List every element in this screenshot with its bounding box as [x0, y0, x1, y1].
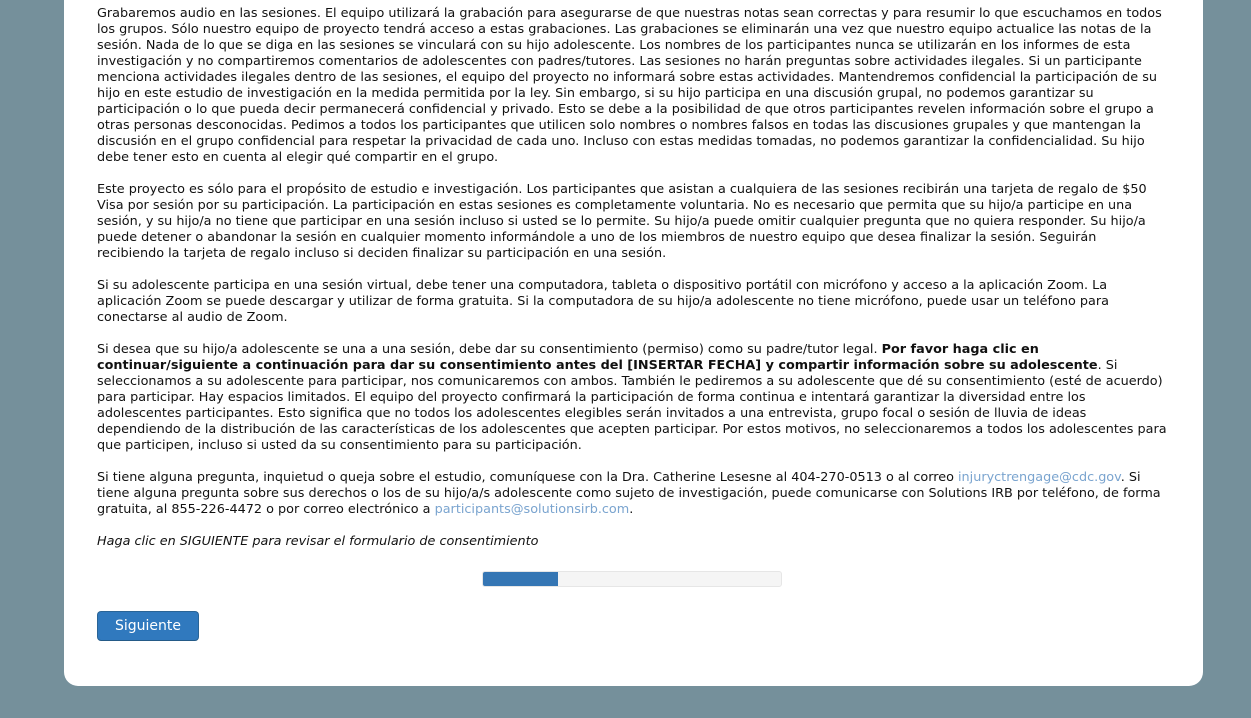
- consent-paragraph-1: [97, 6, 1167, 166]
- paragraph-text: .: [629, 502, 634, 517]
- next-instruction-text: Haga clic en SIGUIENTE para revisar el formulario de consentimiento: [97, 534, 539, 549]
- paragraph-text: Si desea que su hijo/a adolescente se una a una sesión, debe dar su consentimiento (permiso) como su padre/tutor legal.: [97, 342, 882, 357]
- paragraph-text: . Si tiene alguna pregunta sobre sus derechos o los de su hijo/a/s adolescente como sujeto de investigación, puede comunicarse con Solutions IRB por teléfono, de forma gratuita, al 855-226-4472 o por correo electrónico a: [97, 470, 1161, 517]
- paragraph-text: Este proyecto es sólo para el propósito de estudio e investigación. Los participantes que asistan a cualquiera de las sesiones recibirán una tarjeta de regalo de $50 Visa por sesión por su participación. La participación en estas sesiones es completamente voluntaria. No es necesario que permita que su hijo/a participe en una sesión, y su hijo/a no tiene que participar en una sesión incluso si usted se lo permite. Su hijo/a puede omitir cualquier pregunta que no quiera responder. Su hijo/a puede detener o abandonar la sesión en cualquier momento informándole a uno de los miembros de nuestro equipo que desea finalizar la sesión. Seguirán recibiendo la tarjeta de regalo incluso si deciden finalizar su participación en una sesión.: [97, 182, 1147, 261]
- next-button[interactable]: Siguiente: [97, 611, 199, 641]
- paragraph-text: Si su adolescente participa en una sesión virtual, debe tener una computadora, tableta o dispositivo portátil con micrófono y acceso a la aplicación Zoom. La aplicación Zoom se puede descargar y utilizar de forma gratuita. Si la computadora de su hijo/a adolescente no tiene micrófono, puede usar un teléfono para conectarse al audio de Zoom.: [97, 278, 1109, 325]
- consent-paragraph-3: [97, 278, 1167, 326]
- consent-paragraph-2: [97, 182, 1167, 262]
- consent-paragraph-5: [97, 470, 1167, 518]
- cdc-email-link[interactable]: injuryctrengage@cdc.gov: [957, 470, 1121, 485]
- paragraph-text: Si tiene alguna pregunta, inquietud o queja sobre el estudio, comuníquese con la Dra. Catherine Lesesne al 404-270-0513 o al correo: [97, 470, 958, 485]
- solutionsirb-email-link[interactable]: participants@solutionsirb.com: [434, 502, 630, 517]
- progress-fill: [483, 572, 558, 586]
- progress-row: [97, 571, 1167, 587]
- survey-card: [64, 0, 1203, 686]
- paragraph-text: . Si seleccionamos a su adolescente para participar, nos comunicaremos con ambos. También le pediremos a su adolescente que dé su consentimiento (esté de acuerdo) para participar. Hay espacios limitados. El equipo del proyecto confirmará la participación de forma continua e intentará garantizar la diversidad entre los adolescentes participantes. Esto significa que no todos los adolescentes elegibles serán invitados a una entrevista, grupo focal o sesión de lluvia de ideas dependiendo de la distribución de las características de los adolescentes que acepten participar. Por estos motivos, no seleccionaremos a todos los adolescentes para que participen, incluso si usted da su consentimiento para su participación.: [97, 358, 1167, 453]
- consent-text: [97, 6, 1167, 518]
- paragraph-text: Grabaremos audio en las sesiones. El equipo utilizará la grabación para asegurarse de que nuestras notas sean correctas y para resumir lo que escuchamos en todos los grupos. Sólo nuestro equipo de proyecto tendrá acceso a estas grabaciones. Las grabaciones se eliminarán una vez que nuestro equipo actualice las notas de la sesión. Nada de lo que se diga en las sesiones se vinculará con su hijo adolescente. Los nombres de los participantes nunca se utilizarán en los informes de esta investigación y no compartiremos comentarios de adolescentes con padres/tutores. Las sesiones no harán preguntas sobre actividades ilegales. Si un participante menciona actividades ilegales dentro de las sesiones, el equipo del proyecto no informará sobre estas actividades. Mantendremos confidencial la participación de su hijo en este estudio de investigación en la medida permitida por la ley. Sin embargo, si su hijo participa en una discusión grupal, no podemos garantizar su participación o lo que pueda decir permanecerá confidencial y privado. Esto se debe a la posibilidad de que otros participantes revelen información sobre el grupo a otras personas desconocidas. Pedimos a todos los participantes que utilicen solo nombres o nombres falsos en todas las discusiones grupales y que mantengan la discusión en el grupo confidencial para respetar la privacidad de cada uno. Incluso con estas medidas tomadas, no podemos garantizar la confidencialidad. Su hijo debe tener esto en cuenta al elegir qué compartir en el grupo.: [97, 6, 1162, 165]
- bold-consent-instruction: Por favor haga clic en continuar/siguiente a continuación para dar su consentimiento antes del [INSERTAR FECHA] y compartir información sobre su adolescente: [97, 342, 1098, 373]
- button-row: [97, 611, 1167, 641]
- consent-paragraph-4: [97, 342, 1167, 454]
- progress-bar: [482, 571, 782, 587]
